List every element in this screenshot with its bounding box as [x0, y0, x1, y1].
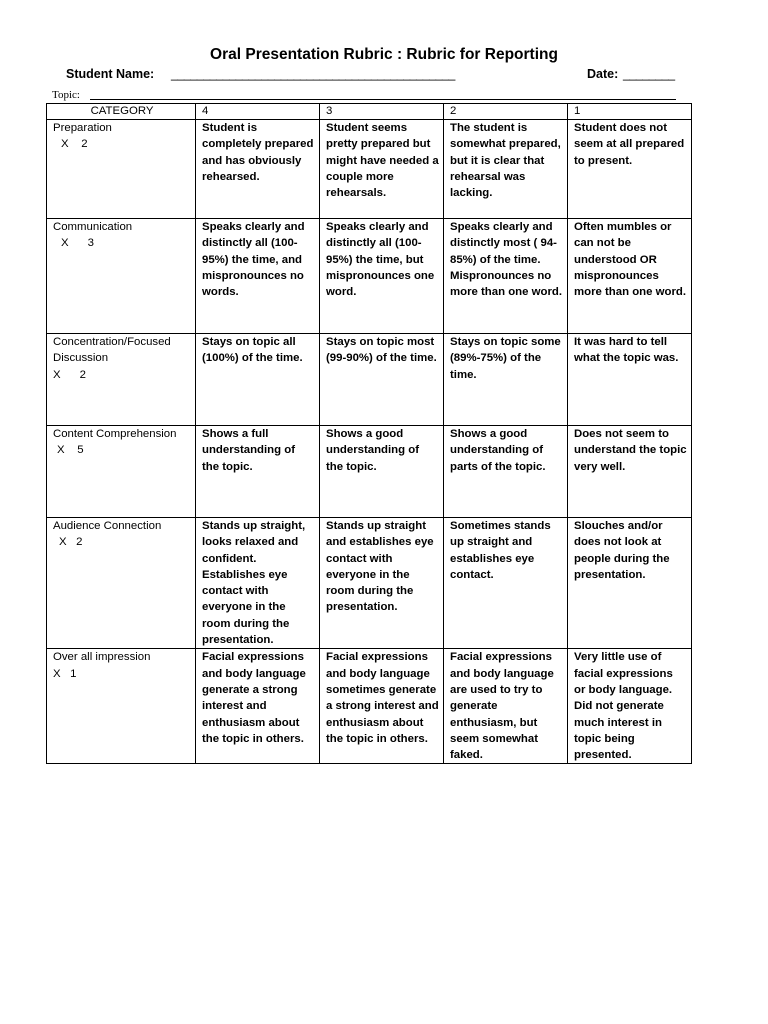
student-name-field[interactable]: ____________________________________________ — [171, 67, 455, 81]
table-row — [47, 334, 692, 426]
score-2-cell: The student is somewhat prepared, but it is clear that rehearsal was lacking. — [444, 120, 568, 219]
header-row — [47, 104, 692, 120]
score-2-cell: Stays on topic some (89%-75%) of the time. — [444, 334, 568, 426]
score-4-cell: Stands up straight, looks relaxed and confident. Establishes eye contact with everyone in the room during the presentation. — [196, 518, 320, 649]
category-cell — [47, 219, 196, 334]
category-name: Content Comprehension — [53, 428, 177, 440]
category-name: Communication — [53, 221, 133, 233]
category-name: Preparation — [53, 122, 112, 134]
score-1-cell: Does not seem to understand the topic very well. — [568, 426, 692, 518]
date-label: Date: — [587, 67, 619, 81]
topic-field[interactable] — [90, 99, 676, 100]
table-row — [47, 426, 692, 518]
score-3-cell: Stands up straight and establishes eye contact with everyone in the room during the presentation. — [320, 518, 444, 649]
score-1-cell: It was hard to tell what the topic was. — [568, 334, 692, 426]
score-3-cell: Shows a good understanding of the topic. — [320, 426, 444, 518]
date-field[interactable]: ________ — [623, 67, 675, 81]
page-title: Oral Presentation Rubric : Rubric for Reporting — [210, 46, 558, 63]
category-multiplier: X 2 — [59, 536, 83, 549]
category-cell — [47, 518, 196, 649]
score-2-cell: Speaks clearly and distinctly most ( 94-85%) of the time. Mispronounces no more than one word. — [444, 219, 568, 334]
score-2-cell: Shows a good understanding of parts of the topic. — [444, 426, 568, 518]
score-4-cell: Speaks clearly and distinctly all (100-95%) the time, and mispronounces no words. — [196, 219, 320, 334]
score-4-cell: Student is completely prepared and has obviously rehearsed. — [196, 120, 320, 219]
category-multiplier: X 2 — [61, 138, 88, 151]
column-header-2: 2 — [444, 104, 568, 120]
table-row — [47, 219, 692, 334]
column-header-category: CATEGORY — [47, 104, 196, 120]
column-header-1: 1 — [568, 104, 692, 120]
category-multiplier: X 3 — [61, 237, 94, 250]
category-cell — [47, 334, 196, 426]
column-header-4: 4 — [196, 104, 320, 120]
category-name: Over all impression — [53, 651, 151, 664]
category-multiplier: X 5 — [57, 444, 84, 457]
score-1-cell: Slouches and/or does not look at people during the presentation. — [568, 518, 692, 649]
score-3-cell: Stays on topic most (99-90%) of the time. — [320, 334, 444, 426]
score-4-cell: Shows a full understanding of the topic. — [196, 426, 320, 518]
score-2-cell: Sometimes stands up straight and establishes eye contact. — [444, 518, 568, 649]
score-2-cell: Facial expressions and body language are used to try to generate enthusiasm, but seem somewhat faked. — [444, 649, 568, 764]
category-name: Audience Connection — [53, 520, 162, 532]
table-row — [47, 120, 692, 219]
score-3-cell: Facial expressions and body language sometimes generate a strong interest and enthusiasm about the topic in others. — [320, 649, 444, 764]
score-1-cell: Very little use of facial expressions or body language. Did not generate much interest in topic being presented. — [568, 649, 692, 764]
score-1-cell: Often mumbles or can not be understood OR mispronounces more than one word. — [568, 219, 692, 334]
category-multiplier: X 2 — [53, 368, 86, 381]
table-row — [47, 649, 692, 764]
column-header-3: 3 — [320, 104, 444, 120]
category-cell — [47, 649, 196, 764]
score-3-cell: Student seems pretty prepared but might have needed a couple more rehearsals. — [320, 120, 444, 219]
rubric-table — [46, 103, 692, 764]
score-4-cell: Facial expressions and body language generate a strong interest and enthusiasm about the topic in others. — [196, 649, 320, 764]
category-cell — [47, 426, 196, 518]
category-multiplier: X 1 — [53, 667, 77, 680]
topic-label: Topic: — [52, 89, 80, 101]
category-name: Concentration/Focused Discussion — [53, 336, 171, 365]
student-name-label: Student Name: — [66, 67, 155, 81]
table-row — [47, 518, 692, 649]
score-1-cell: Student does not seem at all prepared to present. — [568, 120, 692, 219]
score-3-cell: Speaks clearly and distinctly all (100-95%) the time, but mispronounces one word. — [320, 219, 444, 334]
score-4-cell: Stays on topic all (100%) of the time. — [196, 334, 320, 426]
category-cell — [47, 120, 196, 219]
